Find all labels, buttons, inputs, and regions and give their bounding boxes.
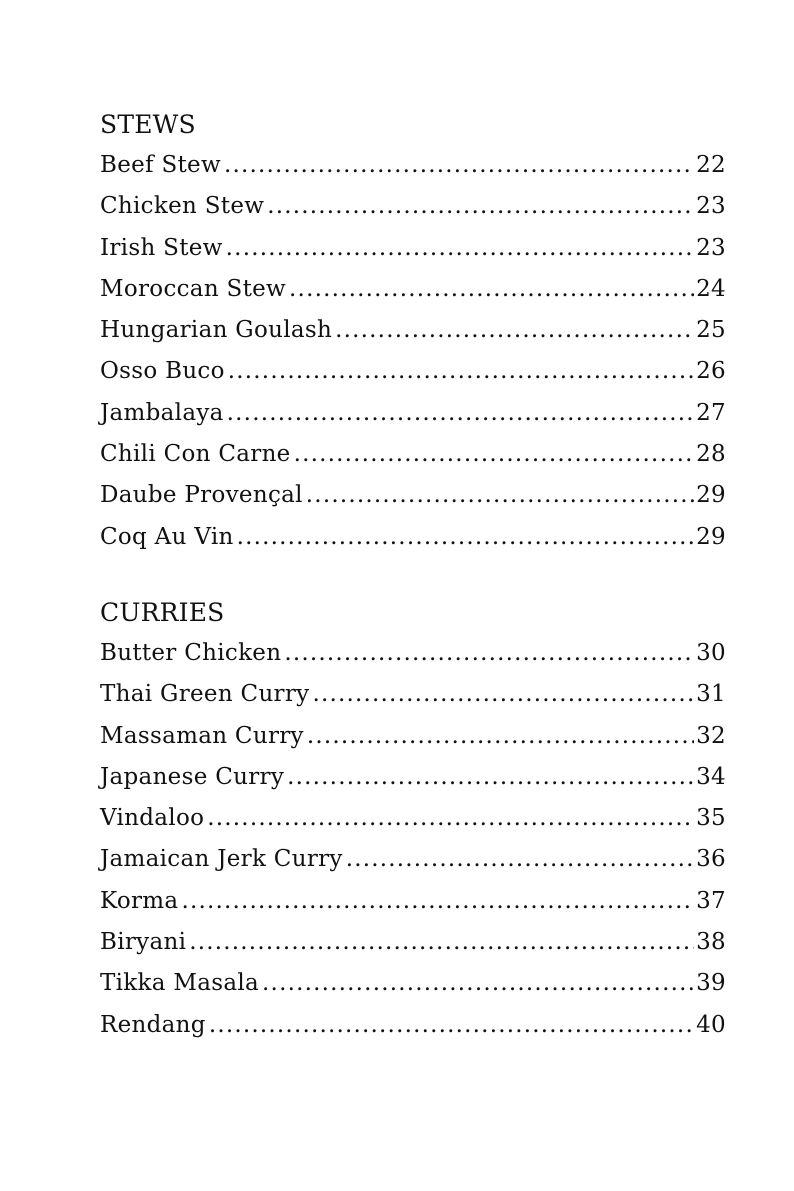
dot-leader (307, 716, 694, 757)
entry-page-number: 29 (696, 482, 726, 509)
entry-title: Beef Stew (100, 152, 221, 178)
toc-entry[interactable] (100, 393, 726, 434)
dot-leader (284, 633, 694, 674)
toc-entry[interactable] (100, 517, 726, 558)
toc-entry[interactable] (100, 922, 726, 963)
entry-page-number: 31 (696, 681, 726, 708)
toc-entry[interactable] (100, 716, 726, 757)
entry-page-number: 25 (696, 317, 726, 344)
toc-entry[interactable] (100, 228, 726, 269)
entry-page-number: 23 (696, 234, 726, 261)
dot-leader (294, 434, 695, 475)
dot-leader (262, 963, 694, 1004)
section-spacer (100, 558, 726, 593)
section-heading: STEWS (100, 110, 196, 139)
entry-page-number: 23 (696, 193, 726, 220)
table-of-contents (100, 105, 726, 1046)
entry-title: Osso Buco (100, 358, 225, 385)
section-curries (100, 593, 726, 1046)
dot-leader (346, 839, 694, 880)
dot-leader (181, 881, 694, 922)
entry-page-number: 27 (696, 399, 726, 426)
entry-title: Korma (100, 887, 179, 914)
entry-page-number: 37 (696, 887, 726, 914)
dot-leader (289, 269, 694, 310)
entry-title: Butter Chicken (100, 639, 282, 666)
toc-entry[interactable] (100, 963, 726, 1004)
entry-title: Hungarian Goulash (100, 317, 333, 344)
toc-entry[interactable] (100, 145, 726, 186)
entry-title: Massaman Curry (100, 722, 304, 749)
dot-leader (224, 145, 694, 186)
toc-list (100, 633, 726, 1046)
section-stews (100, 105, 726, 558)
dot-leader (335, 310, 694, 351)
entry-page-number: 40 (696, 1011, 726, 1038)
toc-entry[interactable] (100, 186, 726, 227)
entry-title: Thai Green Curry (100, 681, 310, 708)
dot-leader (209, 1005, 694, 1046)
entry-page-number: 29 (696, 523, 726, 550)
entry-title: Vindaloo (100, 805, 205, 832)
entry-page-number: 26 (696, 358, 726, 385)
toc-entry[interactable] (100, 633, 726, 674)
toc-entry[interactable] (100, 798, 726, 839)
entry-page-number: 35 (696, 805, 726, 832)
entry-page-number: 24 (696, 275, 726, 302)
toc-entry[interactable] (100, 839, 726, 880)
dot-leader (267, 186, 694, 227)
entry-title: Chili Con Carne (100, 441, 291, 468)
entry-title: Daube Provençal (100, 482, 303, 509)
entry-title: Coq Au Vin (100, 523, 234, 550)
entry-title: Jambalaya (100, 399, 224, 426)
toc-entry[interactable] (100, 881, 726, 922)
toc-entry[interactable] (100, 351, 726, 392)
toc-entry[interactable] (100, 310, 726, 351)
entry-page-number: 39 (696, 970, 726, 997)
dot-leader (207, 798, 694, 839)
section-heading: CURRIES (100, 597, 225, 627)
entry-page-number: 28 (696, 441, 726, 468)
dot-leader (287, 757, 694, 798)
dot-leader (237, 517, 695, 558)
dot-leader (189, 922, 694, 963)
entry-page-number: 34 (696, 763, 726, 790)
entry-title: Irish Stew (100, 234, 223, 261)
toc-entry[interactable] (100, 434, 726, 475)
entry-title: Biryani (100, 929, 187, 956)
toc-list (100, 145, 726, 558)
entry-title: Moroccan Stew (100, 275, 287, 302)
entry-page-number: 30 (696, 639, 726, 666)
entry-page-number: 32 (696, 722, 726, 749)
toc-entry[interactable] (100, 674, 726, 715)
dot-leader (312, 674, 694, 715)
entry-page-number: 38 (696, 929, 726, 956)
entry-page-number: 22 (696, 152, 726, 178)
dot-leader (226, 228, 694, 269)
dot-leader (228, 351, 694, 392)
entry-title: Rendang (100, 1011, 206, 1038)
toc-entry[interactable] (100, 757, 726, 798)
toc-entry[interactable] (100, 475, 726, 516)
entry-title: Jamaican Jerk Curry (100, 846, 343, 873)
dot-leader (227, 393, 694, 434)
dot-leader (306, 475, 694, 516)
entry-title: Chicken Stew (100, 193, 265, 220)
entry-title: Japanese Curry (100, 763, 285, 790)
entry-title: Tikka Masala (100, 970, 260, 997)
toc-entry[interactable] (100, 269, 726, 310)
toc-entry[interactable] (100, 1005, 726, 1046)
entry-page-number: 36 (696, 846, 726, 873)
